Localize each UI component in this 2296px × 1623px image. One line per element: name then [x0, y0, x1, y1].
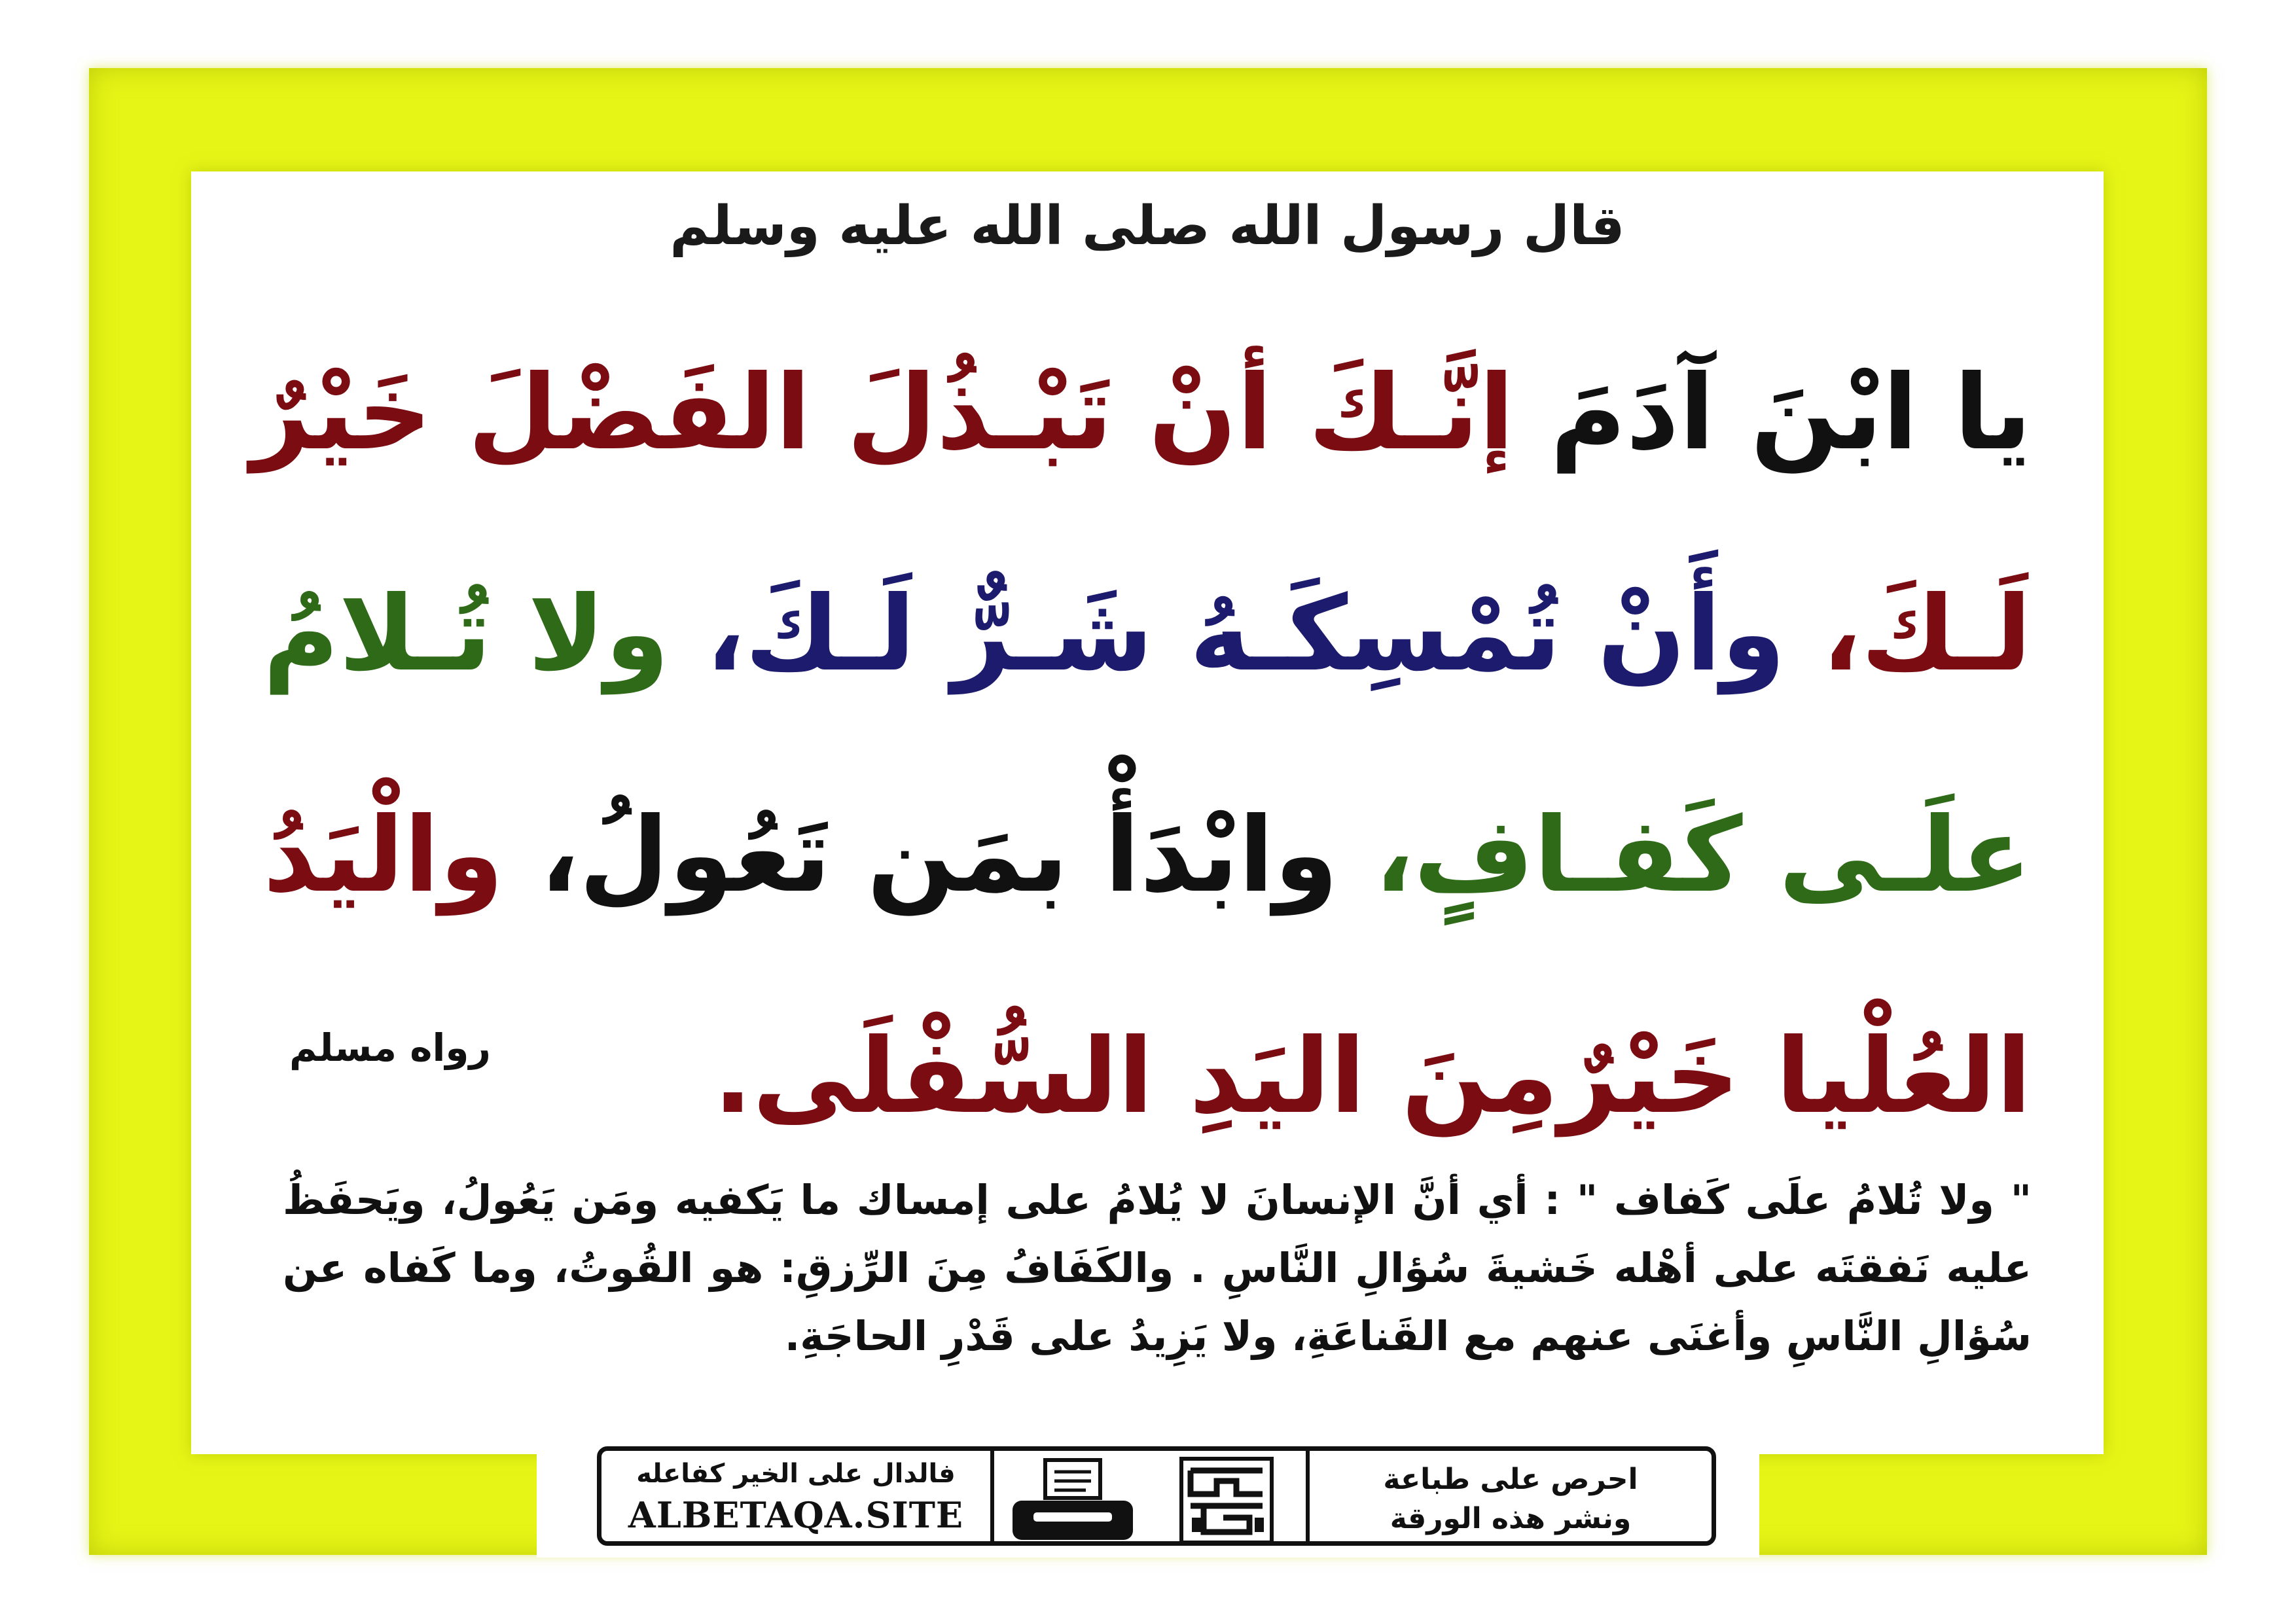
hadith-segment: وابْدَأْ بمَن تَعُولُ،: [503, 795, 1338, 916]
hadith-segment: علَـى كَفـافٍ،: [1338, 795, 2032, 916]
footer-right-box: [1306, 1451, 1712, 1541]
hadith-line-2: [263, 524, 2032, 745]
hadith-segment: ولا تُـلامُ: [263, 574, 670, 694]
hadith-segment: وأَنْ تُمْسِكَـهُ شَـرٌّ لَـكَ،: [669, 574, 1785, 694]
site-link[interactable]: ALBETAQA.SITE: [628, 1494, 964, 1536]
footer-left-box: [601, 1451, 994, 1541]
hadith-line-4: [263, 966, 2032, 1187]
hadith-line-3: [263, 745, 2032, 966]
footer-bar: [597, 1446, 1716, 1546]
printer-icon: [1007, 1457, 1138, 1544]
logo-icon: [1177, 1455, 1276, 1546]
hadith-segment: لَـكَ،: [1785, 574, 2032, 694]
hadith-segment: إنَّـكَ أنْ تَبْـذُلَ الفَضْلَ خَيْرٌ: [251, 353, 1515, 473]
content-panel: [191, 171, 2104, 1454]
footer-slogan: فالدال على الخير كفاعله: [636, 1459, 956, 1489]
narrator-label: رواه مسلم: [289, 1026, 491, 1070]
footer-print-note: احرص على طباعة: [1383, 1463, 1638, 1496]
hadith-text: [251, 302, 2032, 1187]
hadith-segment: والْيَدُ: [263, 795, 504, 916]
intro-line: قال رسول الله صلى الله عليه وسلم: [670, 195, 1625, 257]
explanation-note: " ولا تُلامُ علَى كَفاف " : أي أنَّ الإنسانَ لا يُلامُ على إمساك ما يَكفيه ومَن يَعُولُ، ويَحفَظُ عليه نَفقتَه على أهْله خَشيةَ سُؤالِ النَّاسِ . والكَفَافُ مِنَ الرِّزقِ: هو القُوتُ، وما كَفاه عن سُؤالِ النَّاسِ وأغنَى عنهم مع القَناعَةِ، ولا يَزِيدُ على قَدْرِ الحاجَةِ.: [283, 1176, 2032, 1360]
footer-share-note: ونشر هذه الورقة: [1390, 1502, 1632, 1535]
hadith-segment: العُلْيا خَيْرٌمِنَ اليَدِ السُّفْلَى.: [713, 1016, 2032, 1137]
hadith-segment: يا ابْنَ آدَمَ: [1514, 353, 2032, 473]
hadith-line-1: [251, 302, 2032, 524]
